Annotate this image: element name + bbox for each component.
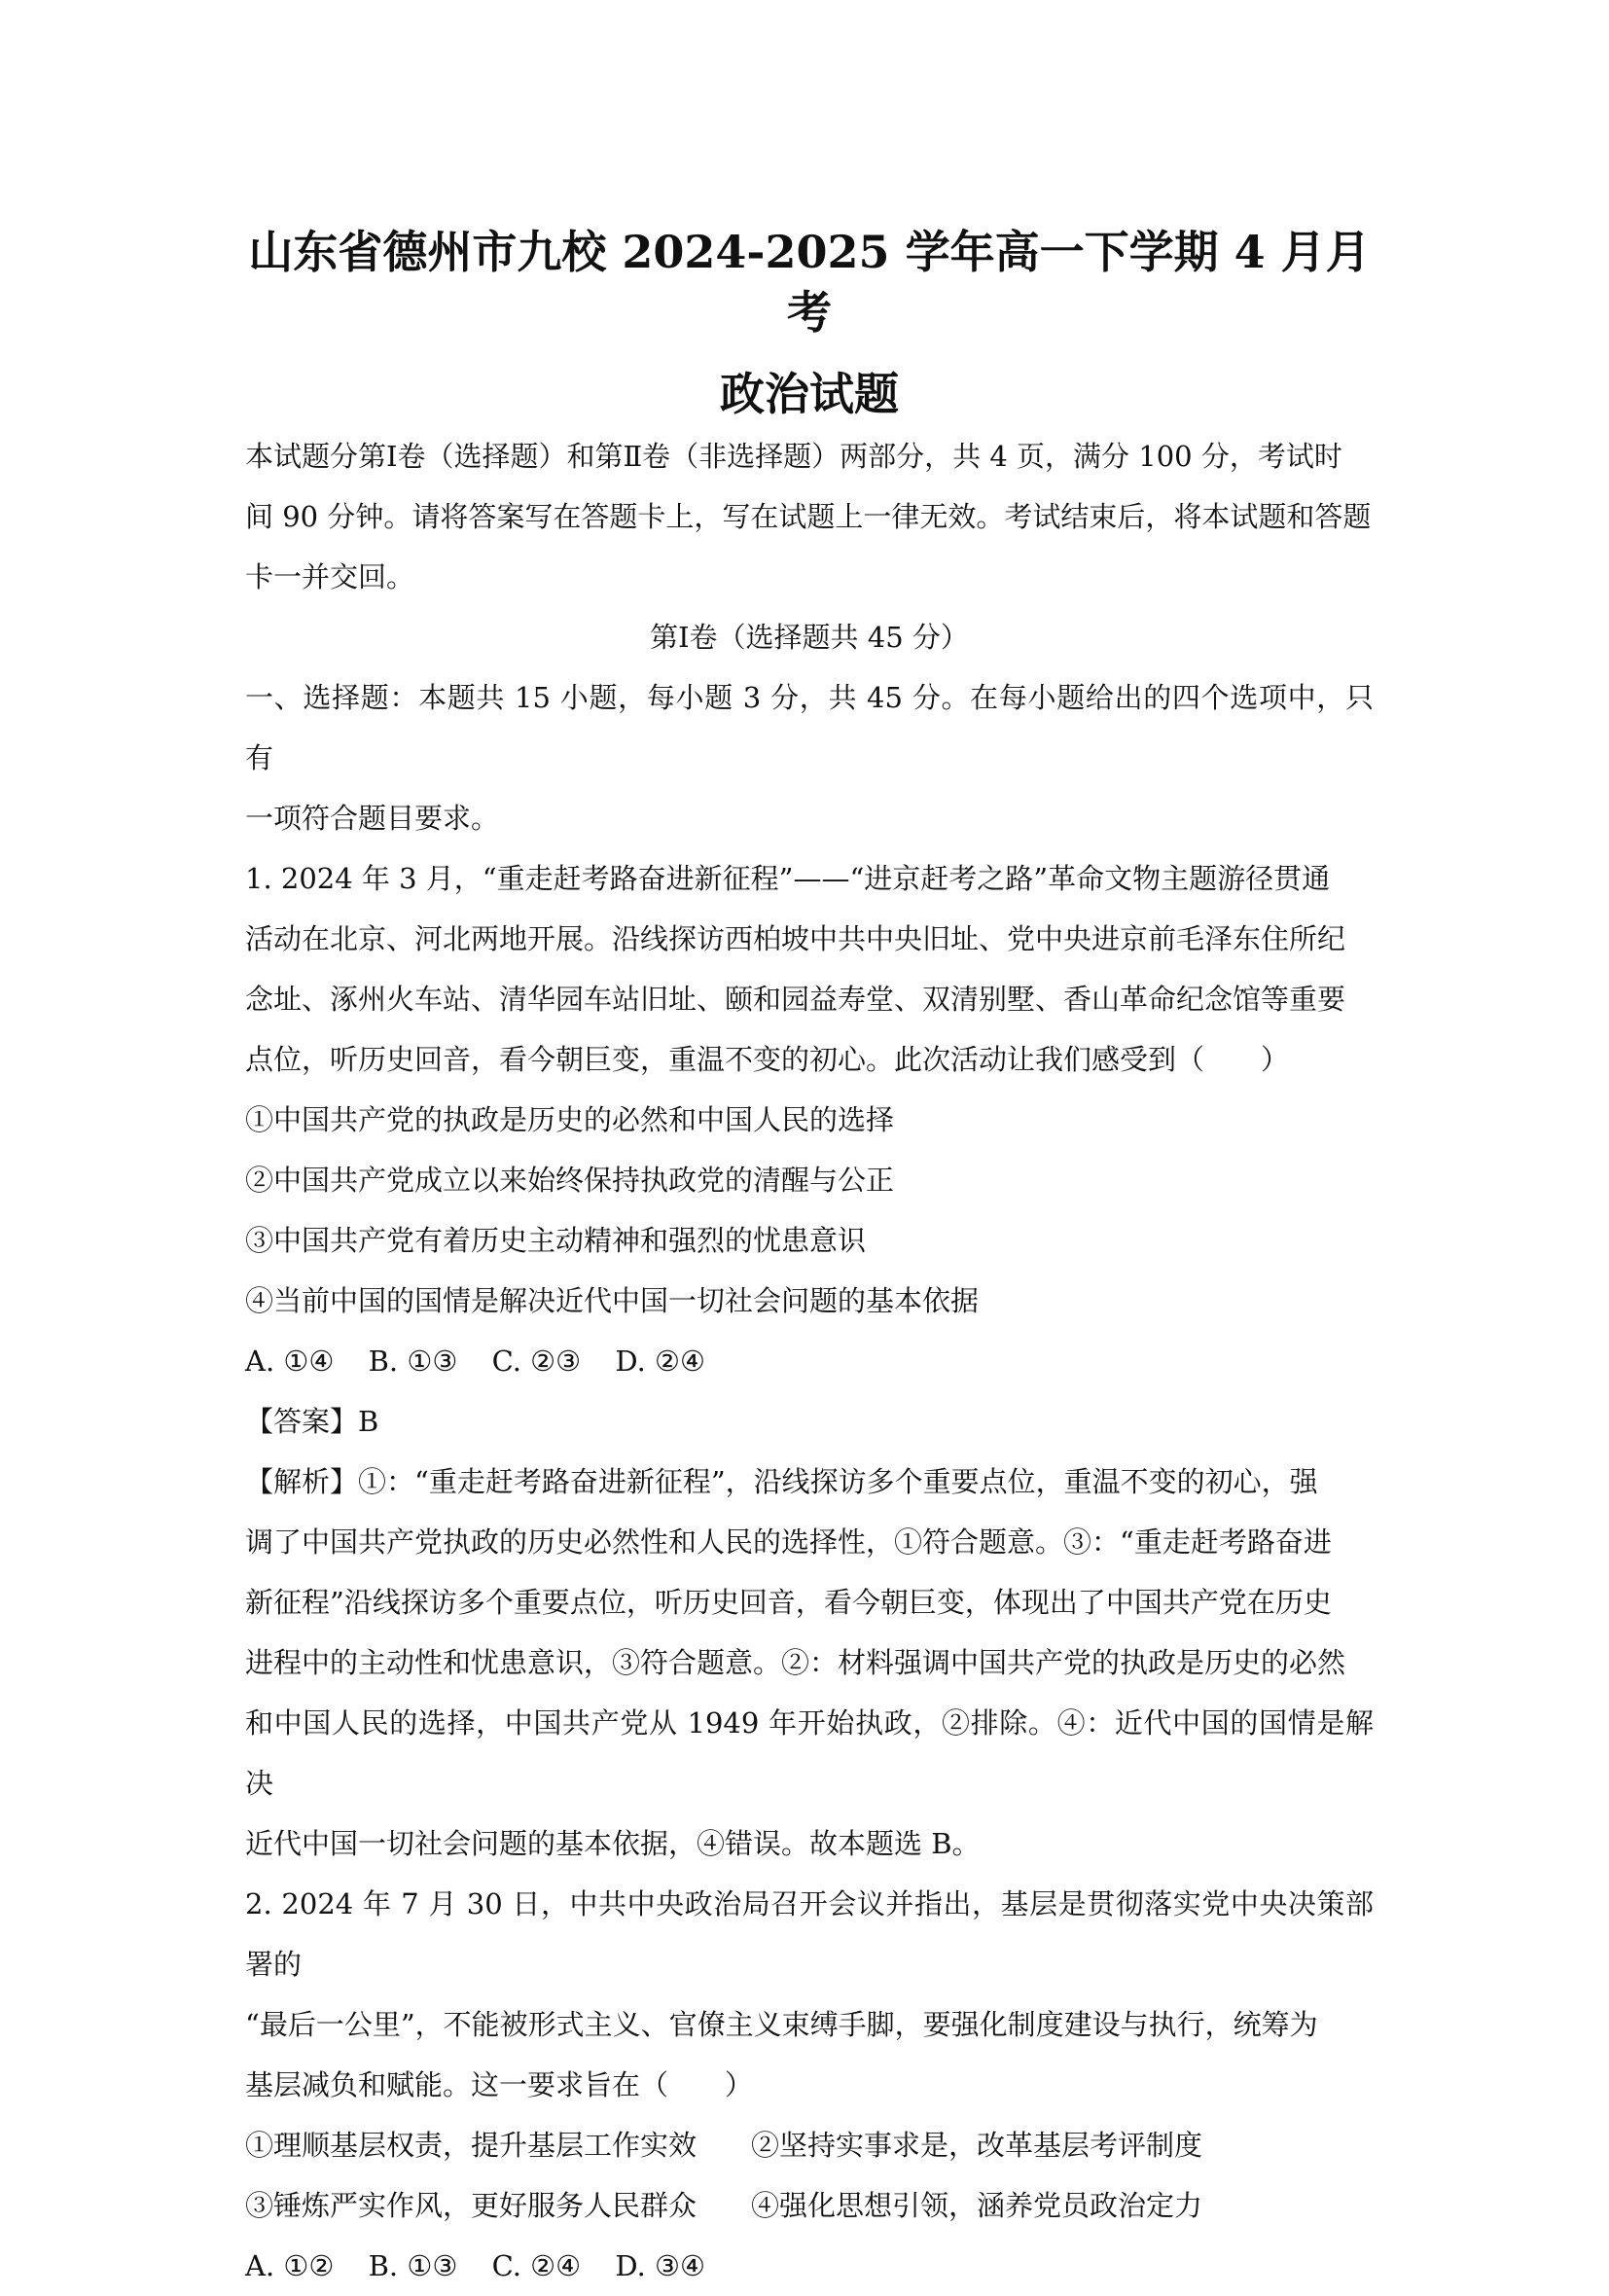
instruction-line: 卡一并交回。 (245, 560, 415, 593)
answer-choices (245, 1331, 1374, 1391)
choice-c: C. ②④ (491, 2249, 582, 2282)
section-instruction-line: 一项符合题目要求。 (245, 802, 500, 835)
choice-a: A. ①② (245, 2249, 335, 2282)
choice-d: D. ③④ (615, 2249, 706, 2282)
analysis-line: 进程中的主动性和忧患意识，③符合题意。②：材料强调中国共产党的执政是历史的必然 (245, 1646, 1346, 1679)
statement-row (245, 2175, 1374, 2236)
choice-d: D. ②④ (615, 1345, 706, 1378)
statement: ③锤炼严实作风，更好服务人民群众 (245, 2189, 697, 2222)
section-instruction-line: 一、选择题：本题共 15 小题，每小题 3 分，共 45 分。在每小题给出的四个选项中，只有 (245, 681, 1374, 774)
analysis-line: 新征程”沿线探访多个重要点位，听历史回音，看今朝巨变，体现出了中国共产党在历史 (245, 1586, 1332, 1619)
answer-line: 【答案】B (245, 1405, 379, 1438)
question-2 (245, 1874, 1374, 2296)
choice-b: B. ①③ (368, 1345, 458, 1378)
statement: ②中国共产党成立以来始终保持执政党的清醒与公正 (245, 1164, 895, 1197)
analysis-line: 近代中国一切社会问题的基本依据，④错误。故本题选 B。 (245, 1827, 981, 1860)
question-stem-line: 点位，听历史回音，看今朝巨变，重温不变的初心。此次活动让我们感受到（ ） (245, 1043, 1290, 1076)
statement: ④当前中国的国情是解决近代中国一切社会问题的基本依据 (245, 1284, 980, 1317)
question-stem-line: 2. 2024 年 7 月 30 日，中共中央政治局召开会议并指出，基层是贯彻落实党中央决策部署的 (245, 1887, 1374, 1981)
statement-row (245, 2115, 1374, 2175)
exam-subject-title: 政治试题 (720, 368, 899, 420)
analysis-line: 调了中国共产党执政的历史必然性和人民的选择性，①符合题意。③：“重走赶考路奋进 (245, 1525, 1332, 1559)
choice-c: C. ②③ (491, 1345, 582, 1378)
choice-a: A. ①④ (245, 1345, 335, 1378)
exam-page (245, 222, 1374, 2296)
answer-choices (245, 2236, 1374, 2296)
analysis-line: 和中国人民的选择，中国共产党从 1949 年开始执政，②排除。④：近代中国的国情是解决 (245, 1706, 1374, 1800)
instruction-line: 本试题分第Ⅰ卷（选择题）和第Ⅱ卷（非选择题）两部分，共 4 页，满分 100 分，考试时 (245, 440, 1342, 473)
choice-b: B. ①③ (368, 2249, 458, 2282)
question-stem-line: 念址、涿州火车站、清华园车站旧址、颐和园益寿堂、双清别墅、香山革命纪念馆等重要 (245, 983, 1346, 1016)
question-stem-line: 1. 2024 年 3 月，“重走赶考路奋进新征程”——“进京赶考之路”革命文物主题游径贯通 (245, 862, 1331, 895)
instruction-line: 间 90 分钟。请将答案写在答题卡上，写在试题上一律无效。考试结束后，将本试题和答题 (245, 500, 1372, 533)
statement: ④强化思想引领，涵养党员政治定力 (751, 2189, 1203, 2222)
statement: ①中国共产党的执政是历史的必然和中国人民的选择 (245, 1103, 895, 1136)
statement: ②坚持实事求是，改革基层考评制度 (751, 2129, 1203, 2162)
exam-title: 山东省德州市九校 2024-2025 学年高一下学期 4 月月考 (248, 226, 1371, 339)
question-stem-line: 活动在北京、河北两地开展。沿线探访西柏坡中共中央旧址、党中央进京前毛泽东住所纪 (245, 922, 1346, 955)
statement: ③中国共产党有着历史主动精神和强烈的忧患意识 (245, 1224, 867, 1257)
question-stem-line: 基层减负和赋能。这一要求旨在（ ） (245, 2068, 754, 2101)
analysis-line: 【解析】①：“重走赶考路奋进新征程”，沿线探访多个重要点位，重温不变的初心，强 (245, 1465, 1318, 1498)
question-1 (245, 848, 1374, 1874)
section-heading: 第Ⅰ卷（选择题共 45 分） (650, 621, 969, 654)
statement: ①理顺基层权责，提升基层工作实效 (245, 2129, 697, 2162)
question-stem-line: “最后一公里”，不能被形式主义、官僚主义束缚手脚，要强化制度建设与执行，统筹为 (245, 2008, 1318, 2041)
exam-instructions (245, 426, 1374, 607)
